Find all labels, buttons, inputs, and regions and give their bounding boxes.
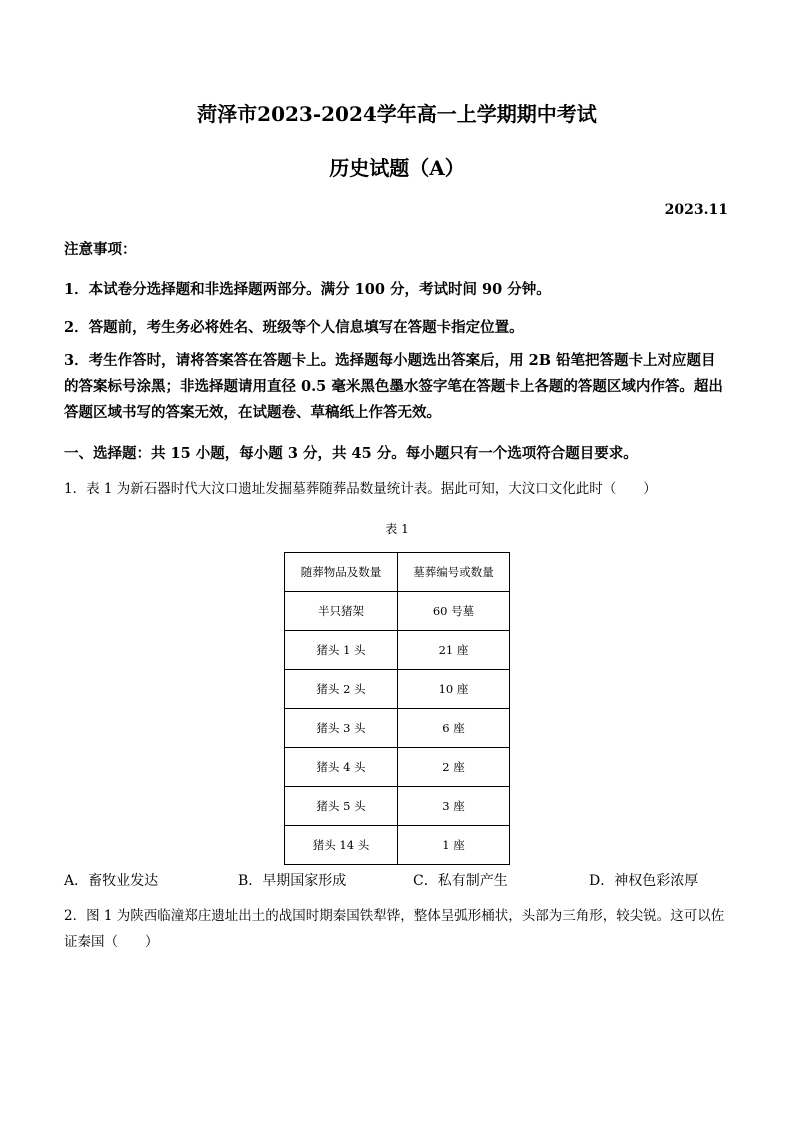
table-cell: 猪头 14 头: [285, 826, 398, 865]
option-d: D．神权色彩浓厚: [589, 873, 699, 889]
table-row: [285, 748, 510, 787]
exam-date: 2023.11: [664, 202, 728, 218]
table-cell: 猪头 5 头: [285, 787, 398, 826]
question-1-stem: 1．表 1 为新石器时代大汶口遗址发掘墓葬随葬品数量统计表。据此可知，大汶口文化此时（ ）: [64, 481, 657, 497]
table-cell: 猪头 1 头: [285, 631, 398, 670]
notice-item-2: 2．答题前，考生务必将姓名、班级等个人信息填写在答题卡指定位置。: [64, 319, 524, 336]
table-row: [285, 787, 510, 826]
option-c: C．私有制产生: [413, 873, 508, 889]
table-cell: 猪头 3 头: [285, 709, 398, 748]
table-cell: 21 座: [398, 631, 510, 670]
table-cell: 半只猪架: [285, 592, 398, 631]
notice-heading: 注意事项：: [64, 241, 137, 258]
table-row: [285, 709, 510, 748]
table-row: [285, 670, 510, 709]
option-b: B．早期国家形成: [238, 873, 347, 889]
notice-item-3: 3．考生作答时，请将答案答在答题卡上。选择题每小题选出答案后，用 2B 铅笔把答题卡上对应题目的答案标号涂黑；非选择题请用直径 0.5 毫米黑色墨水签字笔在答题卡上各题的答题区域内作答。超出答题区域书写的答案无效，在试题卷、草稿纸上作答无效。: [64, 352, 723, 421]
section-heading: 一、选择题：共 15 小题，每小题 3 分，共 45 分。每小题只有一个选项符合题目要求。: [64, 445, 638, 462]
table-cell: 猪头 2 头: [285, 670, 398, 709]
question-2-stem: 2．图 1 为陕西临潼郑庄遗址出土的战国时期秦国铁犁铧，整体呈弧形桶状，头部为三角形，较尖锐。这可以佐证秦国（ ）: [64, 908, 725, 950]
table-cell: 1 座: [398, 826, 510, 865]
table-cell: 猪头 4 头: [285, 748, 398, 787]
table-row: [285, 826, 510, 865]
table-header-cell: 墓葬编号或数量: [398, 553, 510, 592]
table-cell: 6 座: [398, 709, 510, 748]
table-row: [285, 592, 510, 631]
exam-title: 菏泽市2023-2024学年高一上学期期中考试: [197, 102, 597, 126]
option-a: A．畜牧业发达: [64, 873, 159, 889]
table-cell: 60 号墓: [398, 592, 510, 631]
notice-item-1: 1．本试卷分选择题和非选择题两部分。满分 100 分，考试时间 90 分钟。: [64, 281, 551, 298]
table-header-cell: 随葬物品及数量: [285, 553, 398, 592]
table-caption: 表 1: [385, 522, 409, 536]
table-header-row: [285, 553, 510, 592]
burial-table: [284, 552, 510, 865]
table-cell: 10 座: [398, 670, 510, 709]
exam-subtitle: 历史试题（A）: [329, 156, 465, 180]
table-row: [285, 631, 510, 670]
table-cell: 3 座: [398, 787, 510, 826]
table-cell: 2 座: [398, 748, 510, 787]
